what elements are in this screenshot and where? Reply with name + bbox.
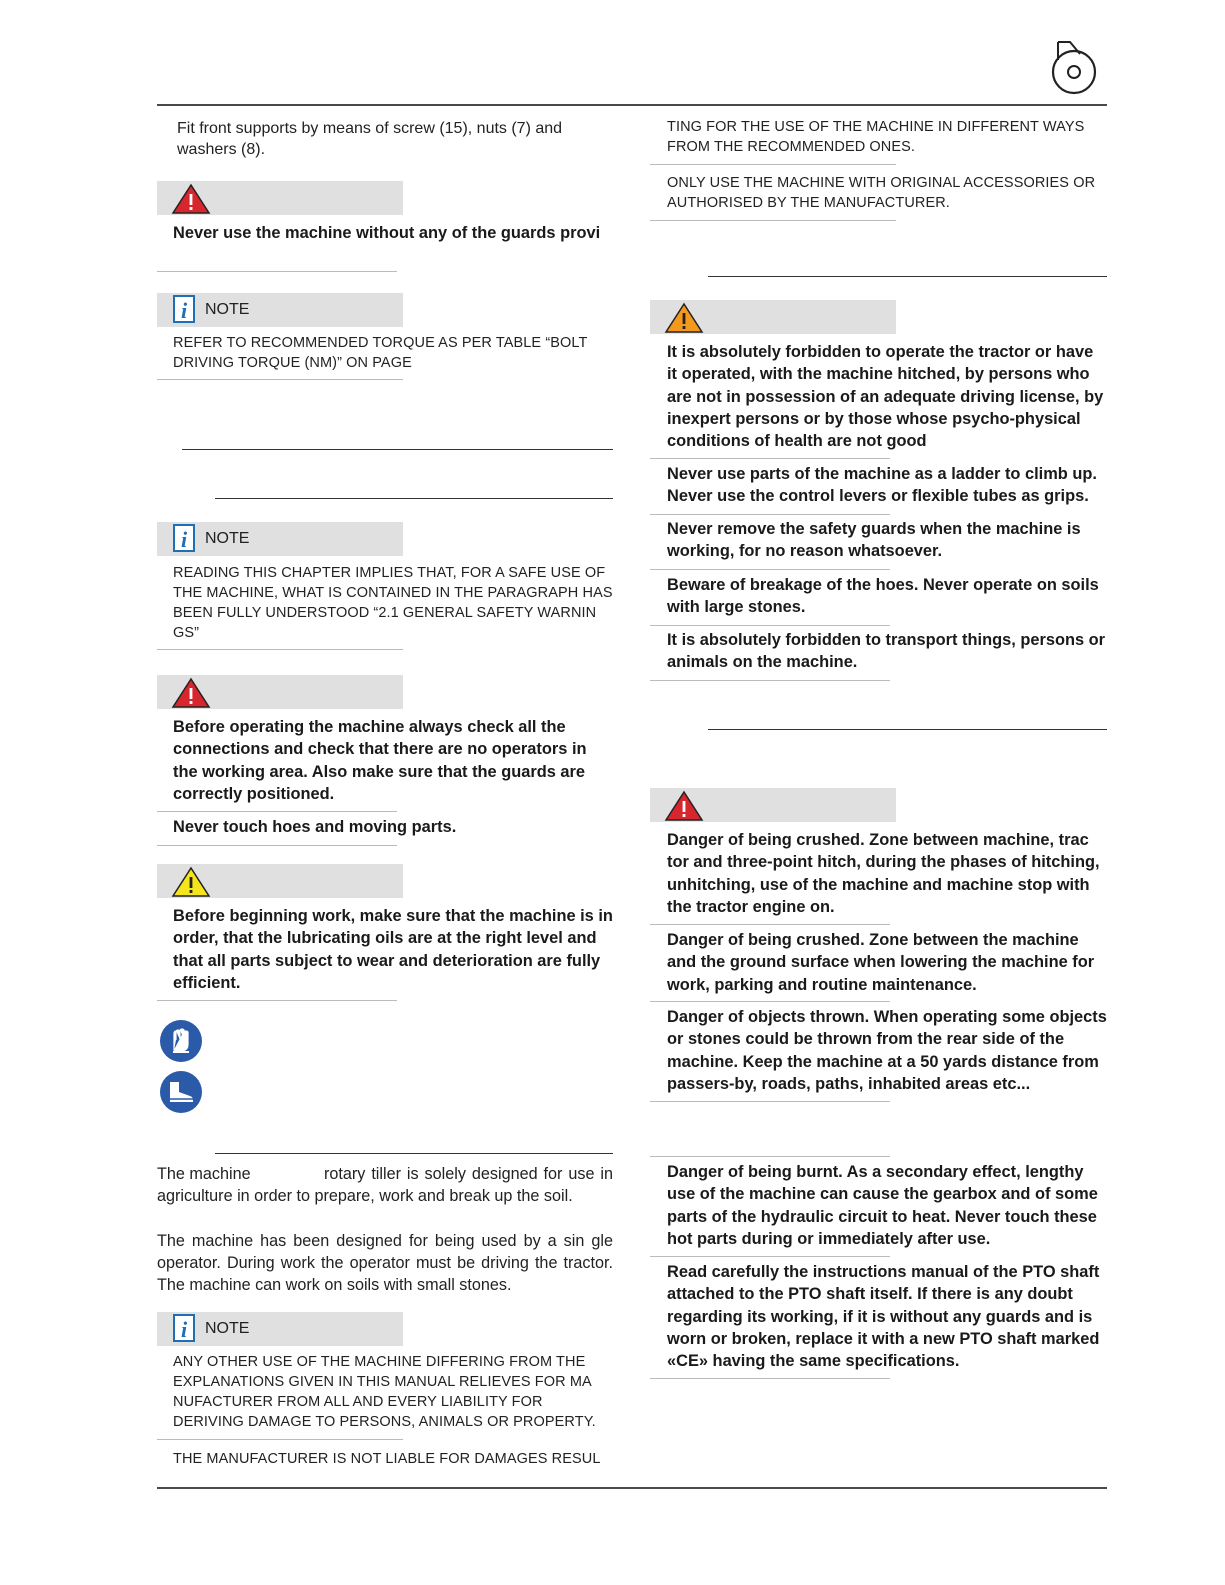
note-2-text: READING THIS CHAPTER IMPLIES THAT, FOR A SAFE USE OF THE MACHINE, WHAT IS CONTAINED IN THE PARAGRAPH HAS BEEN FULLY UNDERSTOOD “2.1 GENERAL SAFETY WARNIN GS” <box>173 565 613 641</box>
separator <box>157 271 397 272</box>
separator <box>650 458 890 459</box>
separator <box>650 164 896 165</box>
warning-2-text: Never use parts of the machine as a ladder to climb up. Never use the control levers or flexible tubes as grips. <box>667 465 1097 506</box>
danger-2-text: Before operating the machine always check all the connections and check that there are no operators in the working area. Also make sure that the guards are correctly positioned. <box>173 718 587 803</box>
pto-shaft-text: Read carefully the instructions manual of the PTO shaft attached to the PTO shaft itself. If there is any doubt regarding its working, if it is without any guards and is worn or broken, replace it with a new PTO shaft marked «CE» having the same specifications. <box>667 1263 1100 1371</box>
separator <box>650 1001 890 1002</box>
note-3-text: ANY OTHER USE OF THE MACHINE DIFFERING FROM THE EXPLANATIONS GIVEN IN THIS MANUAL RELIEVES FOR MA NUFACTURER FROM ALL AND EVERY LIABILITY FOR DERIVING DAMAGE TO PERSONS, ANIMALS OR PROPERTY. <box>173 1354 596 1430</box>
danger-2b-text: Never touch hoes and moving parts. <box>173 818 457 836</box>
separator <box>650 1378 890 1379</box>
warning-bar <box>650 300 896 334</box>
separator <box>157 1439 403 1440</box>
rotary-tiller-gearbox-icon <box>1050 38 1100 98</box>
subsection-rule <box>215 498 613 499</box>
note-3b-text: THE MANUFACTURER IS NOT LIABLE FOR DAMAGES RESUL <box>173 1451 601 1467</box>
warning-4-text: Beware of breakage of the hoes. Never operate on soils with large stones. <box>667 576 1099 617</box>
warning-5-text: It is absolutely forbidden to transport things, persons or animals on the machine. <box>667 631 1106 672</box>
separator <box>650 924 890 925</box>
danger-bar-3 <box>650 788 896 822</box>
section-rule <box>182 449 613 450</box>
danger-bar-1 <box>157 181 403 215</box>
separator <box>650 569 890 570</box>
warning-icon <box>664 302 704 334</box>
caution-text: Before beginning work, make sure that the machine is in order, that the lubricating oils are at the right level and that all parts subject to wear and deterioration are fully efficient. <box>173 907 613 992</box>
use-paragraph-1b-text: rotary tiller is solely designed for use in agriculture in order to prepare, work and break up the soil. <box>157 1165 613 1206</box>
info-icon: i <box>173 1314 195 1342</box>
separator <box>157 811 397 812</box>
caution-bar <box>157 864 403 898</box>
note-label: NOTE <box>205 301 250 318</box>
danger-crushed-1-text: Danger of being crushed. Zone between machine, trac tor and three-point hitch, during the phases of hitching, unhitching, use of the machine and machine stop with the tractor engine on. <box>667 831 1100 916</box>
note-bar-3 <box>157 1312 403 1346</box>
caution-icon <box>171 866 211 898</box>
protective-gloves-icon <box>160 1020 202 1062</box>
header-rule <box>157 104 1107 106</box>
separator <box>157 845 397 846</box>
note-label: NOTE <box>205 1320 250 1337</box>
accessories-text: ONLY USE THE MACHINE WITH ORIGINAL ACCESSORIES OR AUTHORISED BY THE MANUFACTURER. <box>667 175 1096 211</box>
danger-bar-2 <box>157 675 403 709</box>
separator <box>650 1101 890 1102</box>
separator <box>157 649 403 650</box>
use-paragraph-2: The machine has been designed for being used by a sin gle operator. During work the operator must be driving the tractor. The machine can work on soils with small stones. <box>157 1232 613 1295</box>
separator <box>650 514 890 515</box>
danger-thrown-text: Danger of objects thrown. When operating some objects or stones could be thrown from the rear side of the machine. Keep the machine at a 50 yards distance from passers-by, roads, paths, inhabited areas etc... <box>667 1008 1107 1093</box>
footer-rule <box>157 1487 1107 1489</box>
note-bar-2 <box>157 522 403 556</box>
danger-icon <box>171 183 211 215</box>
use-paragraph-1b <box>157 1163 613 1207</box>
separator <box>650 220 896 221</box>
danger-1-text: Never use the machine without any of the guards provi <box>173 224 601 242</box>
note-1-text: REFER TO RECOMMENDED TORQUE AS PER TABLE “BOLT DRIVING TORQUE (NM)” ON PAGE <box>173 335 588 371</box>
safety-shoes-icon <box>160 1071 202 1113</box>
use-paragraph-1a: The machine <box>157 1165 251 1183</box>
danger-burnt-text: Danger of being burnt. As a secondary effect, lengthy use of the machine can cause the gearbox and of some parts of the hydraulic circuit to heat. Never touch these hot parts during or immediately after use. <box>667 1163 1098 1248</box>
info-icon: i <box>173 524 195 552</box>
subsection-rule <box>708 276 1107 277</box>
warning-1-text: It is absolutely forbidden to operate the tractor or have it operated, with the machine hitched, by persons who are not in possession of an adequate driving license, by inexpert persons or by those whose psycho-physical conditions of health are not good <box>667 343 1104 451</box>
separator <box>650 1256 890 1257</box>
subsection-rule <box>708 729 1107 730</box>
danger-crushed-2-text: Danger of being crushed. Zone between the machine and the ground surface when lowering the machine for work, parking and routine maintenance. <box>667 931 1095 994</box>
liability-continued-text: TING FOR THE USE OF THE MACHINE IN DIFFERENT WAYS FROM THE RECOMMENDED ONES. <box>667 119 1085 155</box>
separator <box>650 625 890 626</box>
separator <box>157 379 403 380</box>
subsection-rule <box>215 1153 613 1154</box>
separator <box>157 1000 397 1001</box>
warning-3-text: Never remove the safety guards when the machine is working, for no reason whatsoever. <box>667 520 1081 561</box>
note-bar-1 <box>157 293 403 327</box>
separator <box>650 1156 890 1157</box>
danger-icon <box>171 677 211 709</box>
danger-icon <box>664 790 704 822</box>
note-label: NOTE <box>205 530 250 547</box>
info-icon: i <box>173 295 195 323</box>
fit-supports-text: Fit front supports by means of screw (15), nuts (7) and washers (8). <box>177 120 563 158</box>
separator <box>650 680 890 681</box>
